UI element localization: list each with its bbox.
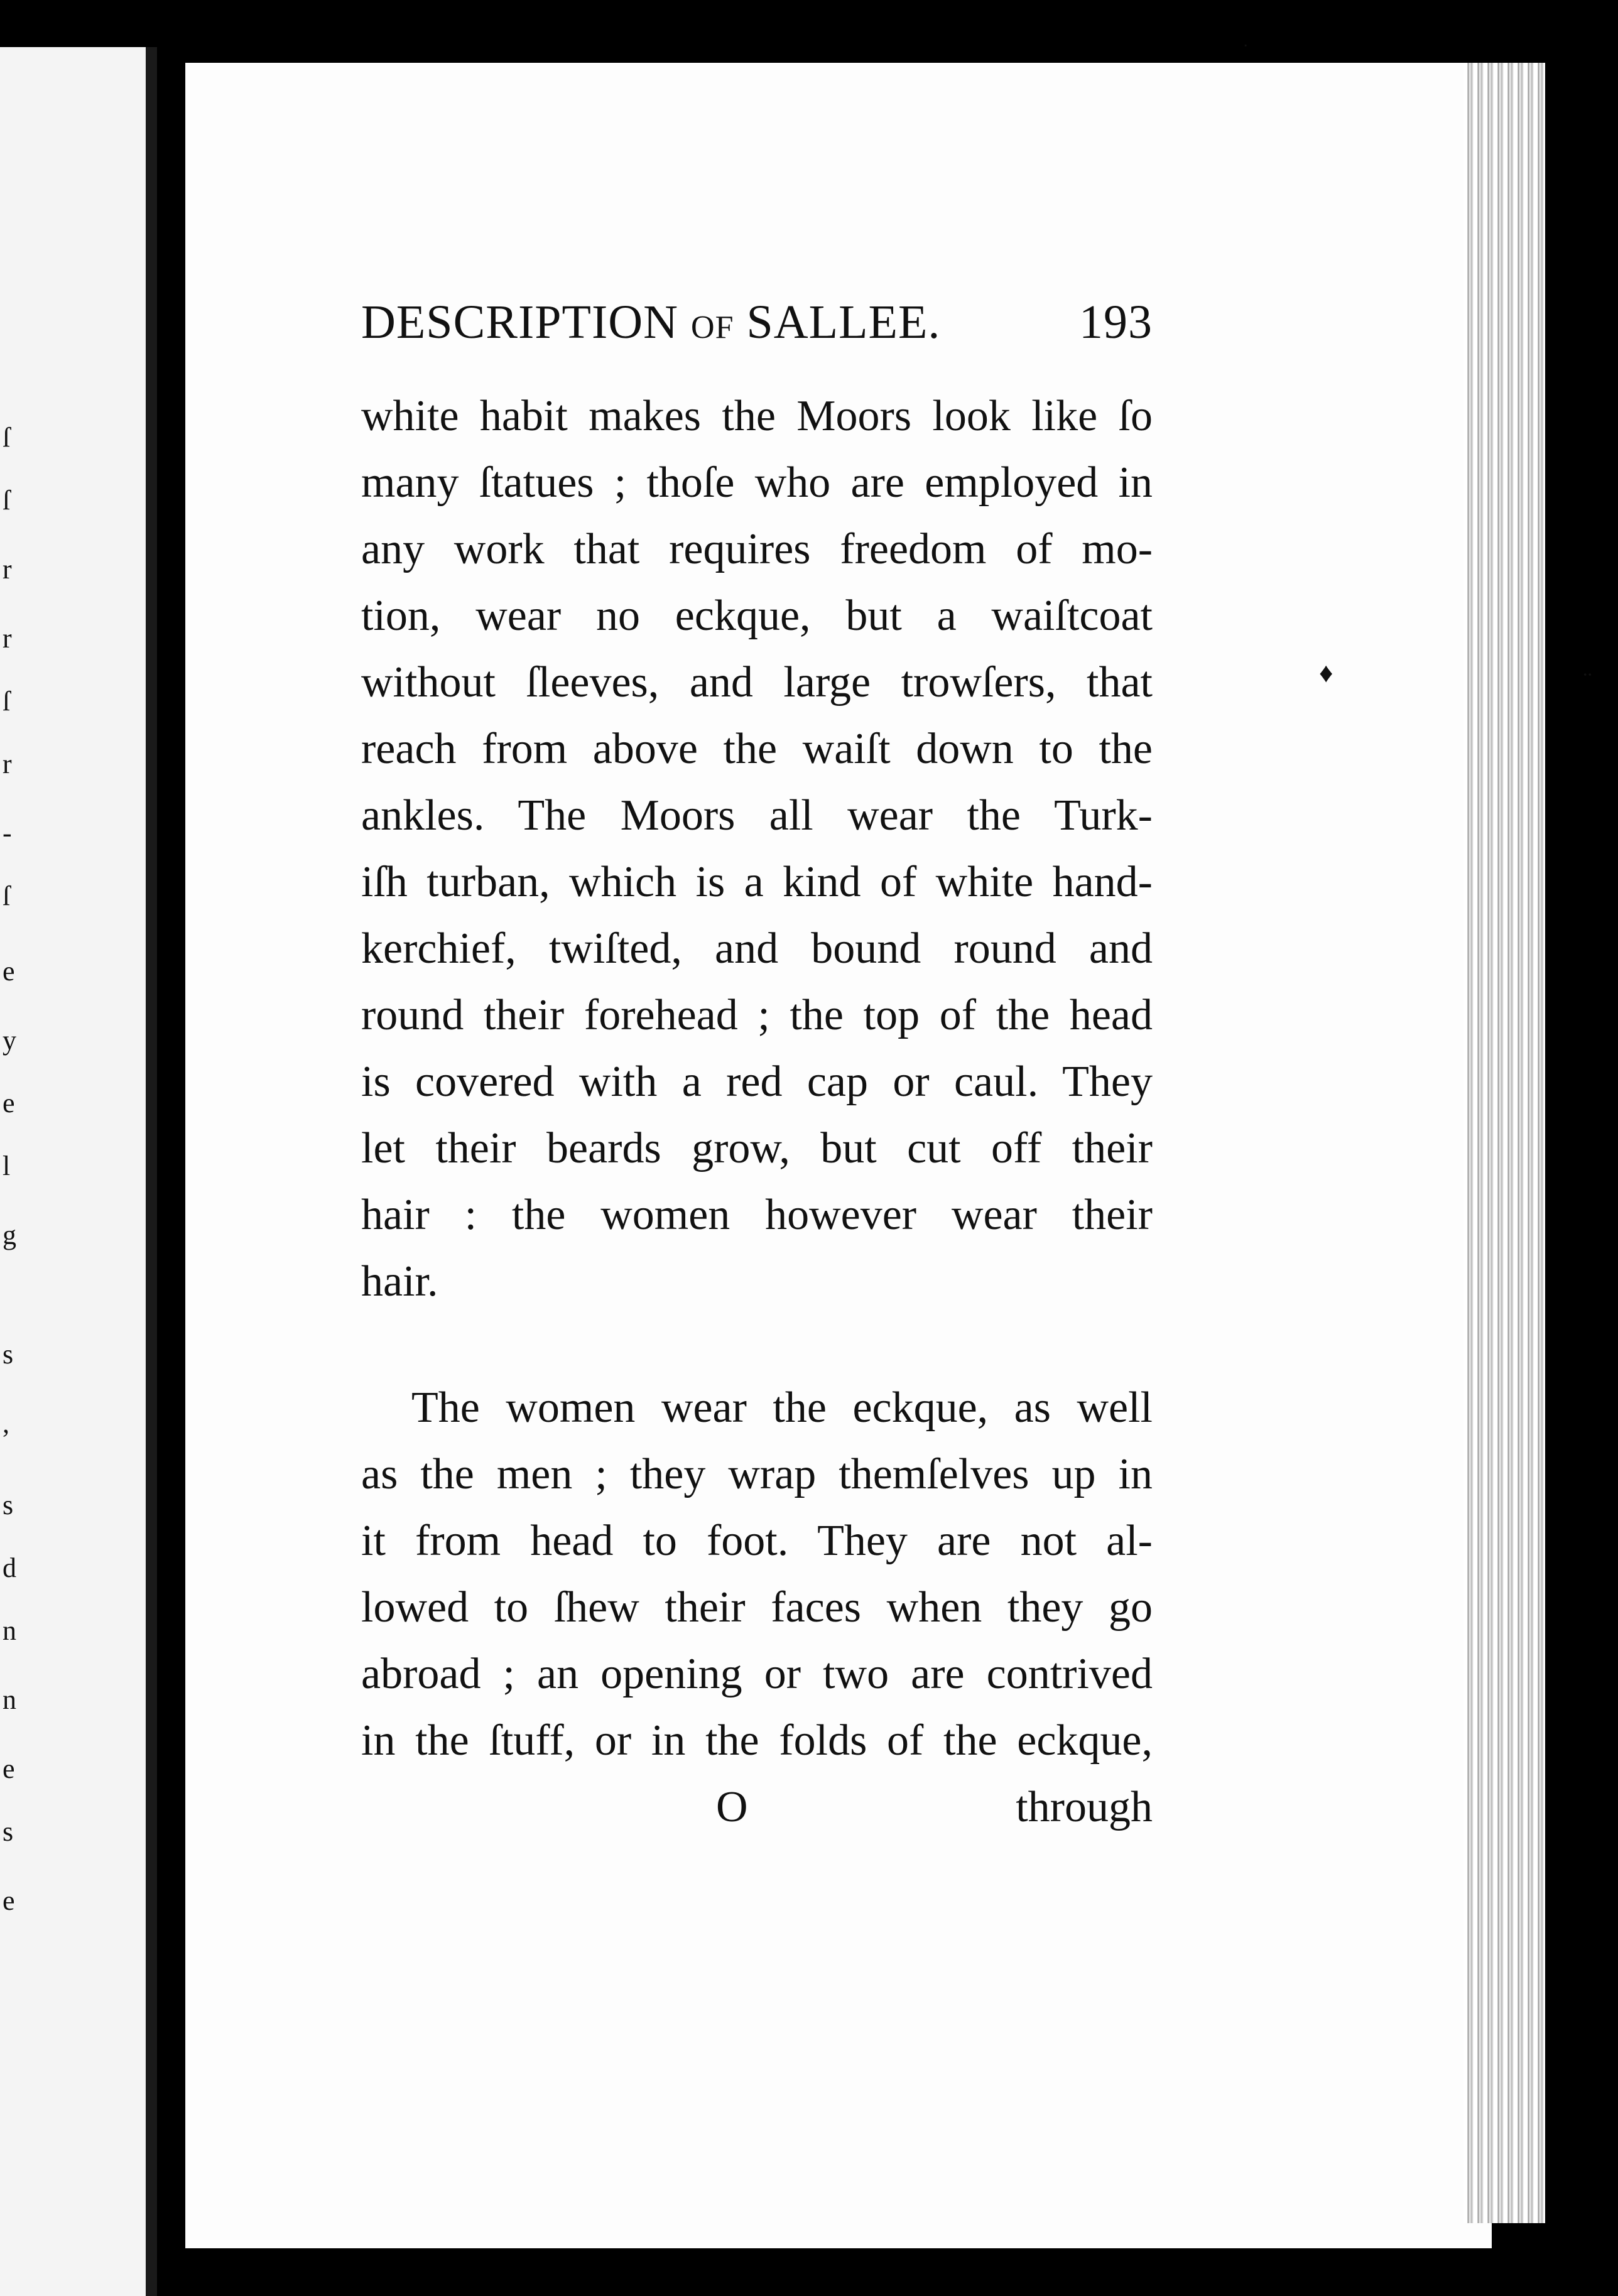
facing-page-letter: ſ (3, 880, 11, 911)
facing-page-letter: e (3, 1753, 15, 1784)
page-number: 193 (1079, 296, 1153, 349)
text-line: ankles. The Moors all wear the Turk- (361, 791, 1153, 840)
facing-page-letter: ſ (3, 485, 11, 516)
text-line: it from head to foot. They are not al- (361, 1517, 1153, 1565)
text-line: reach from above the waiſt down to the (361, 725, 1153, 773)
signature-line (361, 1774, 1153, 1841)
text-line: any work that requires freedom of mo- (361, 525, 1153, 573)
facing-page-letter: l (3, 1151, 11, 1181)
text-line: hair. (361, 1257, 438, 1306)
text-line: The women wear the eckque, as well (411, 1384, 1153, 1432)
running-title-part2: SALLEE. (746, 296, 941, 349)
facing-page-fragments (0, 47, 25, 2296)
text-line: is covered with a red cap or caul. They (361, 1058, 1153, 1106)
running-title (361, 295, 940, 350)
text-line: as the men ; they wrap themſelves up in (361, 1450, 1153, 1498)
facing-page-letter: y (3, 1025, 16, 1056)
text-line: lowed to ſhew their faces when they go (361, 1583, 1153, 1632)
text-line: kerchief, twiſted, and bound round and (361, 924, 1153, 973)
facing-page-letter: s (3, 1816, 14, 1847)
facing-page-letter: n (3, 1615, 16, 1646)
page-edge (1463, 63, 1545, 2223)
paragraph-1 (361, 383, 1153, 1315)
facing-page-letter: r (3, 554, 12, 585)
facing-page-letter: n (3, 1684, 16, 1715)
facing-page-letter: e (3, 956, 15, 987)
text-line: let their beards grow, but cut off their (361, 1124, 1153, 1172)
facing-page-letter: s (3, 1339, 14, 1370)
facing-page-letter: d (3, 1552, 16, 1583)
facing-page-letter: , (3, 1408, 9, 1439)
facing-page-letter: - (3, 818, 12, 848)
text-line: white habit makes the Moors look like ſo (361, 392, 1153, 440)
catchword: through (1016, 1783, 1153, 1831)
ink-speck: ∙ (1244, 36, 1248, 55)
text-line: in the ſtuff, or in the folds of the eckque, (361, 1716, 1153, 1765)
text-line: many ſtatues ; thoſe who are employed in (361, 458, 1153, 507)
facing-page-letter: ſ (3, 686, 11, 717)
text-line: tion, wear no eckque, but a waiſtcoat (361, 592, 1153, 640)
paragraph-gap (361, 1315, 1153, 1375)
signature-mark: O (716, 1783, 748, 1831)
facing-page-letter: ſ (3, 422, 11, 453)
running-head (361, 295, 1153, 364)
facing-page-letter: r (3, 749, 12, 779)
text-line: without ſleeves, and large trowſers, that (361, 658, 1153, 707)
text-line: hair : the women however wear their (361, 1191, 1153, 1239)
running-title-part1: DESCRIPTION (361, 296, 679, 349)
paragraph-2 (361, 1375, 1153, 1774)
text-line: round their forehead ; the top of the head (361, 991, 1153, 1039)
ink-speck: ∙∙ (1583, 664, 1592, 685)
facing-page-letter: e (3, 1885, 15, 1916)
gutter-shadow (146, 47, 157, 2296)
facing-page-letter: s (3, 1490, 14, 1520)
text-line: iſh turban, which is a kind of white hand- (361, 858, 1153, 906)
page-text (361, 295, 1153, 1841)
ink-speck: ♦ (1319, 658, 1333, 688)
facing-page-letter: r (3, 623, 12, 654)
facing-page (0, 47, 157, 2296)
running-title-of: OF (691, 310, 734, 345)
facing-page-letter: e (3, 1088, 15, 1118)
facing-page-letter: g (3, 1220, 16, 1250)
text-line: abroad ; an opening or two are contrived (361, 1650, 1153, 1698)
